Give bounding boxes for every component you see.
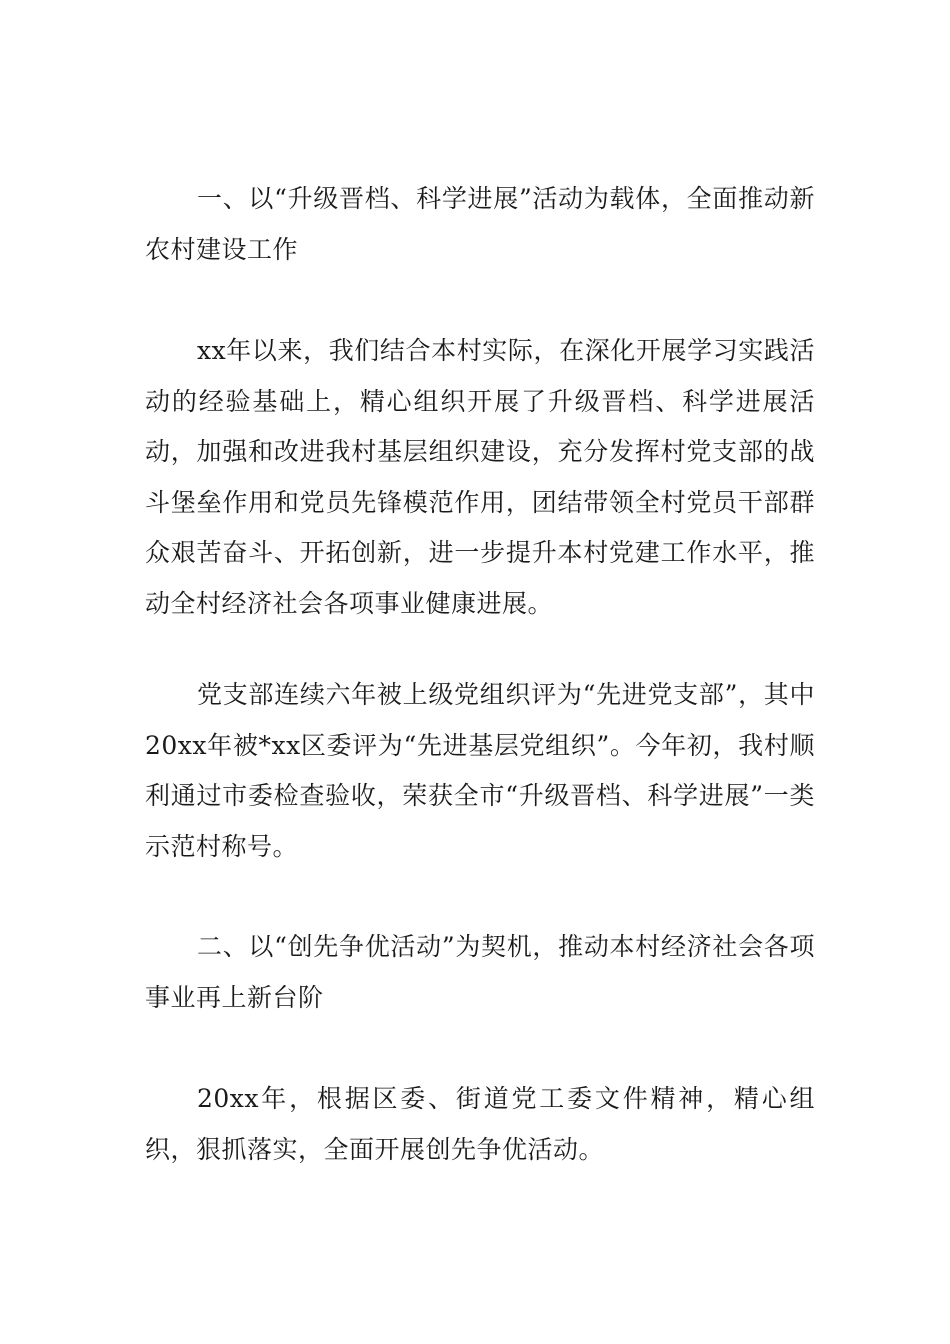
section-heading-1: 一、以“升级晋档、科学进展”活动为载体，全面推动新农村建设工作 [145,184,815,264]
body-paragraph-1: xx年以来，我们结合本村实际，在深化开展学习实践活动的经验基础上，精心组织开展了升级晋档、科学进展活动，加强和改进我村基层组织建设，充分发挥村党支部的战斗堡垒作用和党员先锋模范作用，团结带领全村党员干部群众艰苦奋斗、开拓创新，进一步提升本村党建工作水平，推动全村经济社会各项事业健康进展。 [145,336,815,618]
section-heading-2: 二、以“创先争优活动”为契机，推动本村经济社会各项事业再上新台阶 [145,932,815,1012]
body-paragraph-2: 党支部连续六年被上级党组织评为“先进党支部”，其中20xx年被*xx区委评为“先进基层党组织”。今年初，我村顺利通过市委检查验收，荣获全市“升级晋档、科学进展”一类示范村称号。 [145,680,815,861]
body-paragraph-3: 20xx年，根据区委、街道党工委文件精神，精心组织，狠抓落实，全面开展创先争优活动。 [145,1084,815,1164]
